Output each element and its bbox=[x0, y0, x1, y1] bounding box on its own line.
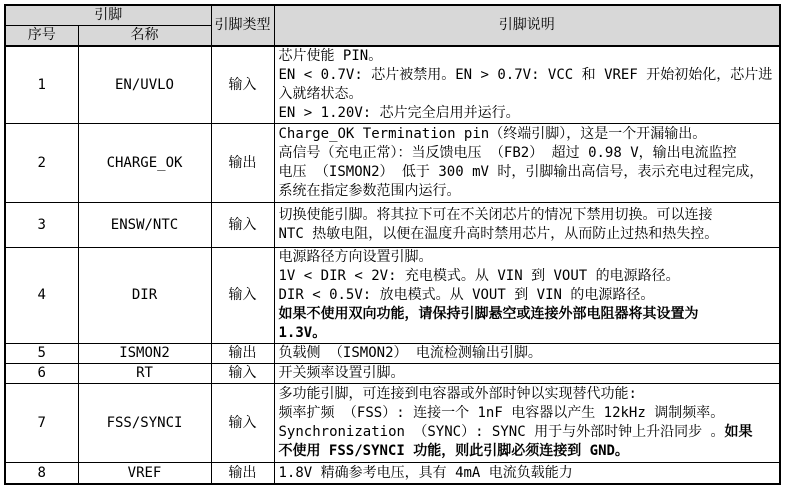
table-row bbox=[5, 203, 780, 248]
pin-description: 切换使能引脚。将其拉下可在不关闭芯片的情况下禁用切换。可以连接 NTC 热敏电阻，以便在温度升高时禁用芯片，从而防止过热和热失控。 bbox=[274, 203, 780, 248]
pin-number: 2 bbox=[5, 124, 78, 203]
pin-type: 输入 bbox=[211, 384, 274, 463]
pin-description: 电源路径方向设置引脚。 1V < DIR < 2V: 充电模式。从 VIN 到 VOUT 的电源路径。 DIR < 0.5V: 放电模式。从 VOUT 到 VIN 的电源路径。 如果不使用双向功能，请保持引脚悬空或连接外部电阻器将其设置为 1.3V。 bbox=[274, 248, 780, 344]
pin-type: 输入 bbox=[211, 364, 274, 384]
pin-description: 开关频率设置引脚。 bbox=[274, 364, 780, 384]
pin-description: 多功能引脚，可连接到电容器或外部时钟以实现替代功能: 频率扩频 （FSS）: 连接一个 1nF 电容器以产生 12kHz 调制频率。 Synchronization （SYNC）: SYNC 用于与外部时钟上升沿同步 。如果 不使用 FSS/SYNCI 功能，则此引脚必须连接到 GND。 bbox=[274, 384, 780, 463]
header-name: 名称 bbox=[78, 26, 211, 47]
table-row bbox=[5, 344, 780, 364]
table-row bbox=[5, 46, 780, 124]
pin-name: CHARGE_OK bbox=[78, 124, 211, 203]
pin-type: 输入 bbox=[211, 46, 274, 124]
pin-type: 输入 bbox=[211, 203, 274, 248]
pin-number: 5 bbox=[5, 344, 78, 364]
pin-description: 1.8V 精确参考电压，具有 4mA 电流负载能力 bbox=[274, 463, 780, 485]
table-row bbox=[5, 364, 780, 384]
pin-type: 输出 bbox=[211, 463, 274, 485]
table-row bbox=[5, 248, 780, 344]
pin-name: EN/UVLO bbox=[78, 46, 211, 124]
pin-description: 负载侧 （ISMON2） 电流检测输出引脚。 bbox=[274, 344, 780, 364]
header-seq: 序号 bbox=[5, 26, 78, 47]
pin-name: DIR bbox=[78, 248, 211, 344]
pin-description: 芯片使能 PIN。 EN < 0.7V: 芯片被禁用。EN > 0.7V: VCC 和 VREF 开始初始化，芯片进 入就绪状态。 EN > 1.20V: 芯片完全启用并运行。 bbox=[274, 46, 780, 124]
pin-name: VREF bbox=[78, 463, 211, 485]
pin-description: Charge_OK Termination pin（终端引脚），这是一个开漏输出。 高信号（充电正常）：当反馈电压 （FB2） 超过 0.98 V，输出电流监控 电压 （ISMON2） 低于 300 mV 时，引脚输出高信号，表示充电过程完成， 系统在指定参数范围内运行。 bbox=[274, 124, 780, 203]
header-pin-group: 引脚 bbox=[5, 5, 211, 26]
header-pin-type: 引脚类型 bbox=[211, 5, 274, 46]
pin-type: 输出 bbox=[211, 124, 274, 203]
table-row bbox=[5, 384, 780, 463]
pin-name: ISMON2 bbox=[78, 344, 211, 364]
table-row bbox=[5, 463, 780, 485]
table-header bbox=[5, 5, 780, 46]
pin-name: FSS/SYNCI bbox=[78, 384, 211, 463]
pin-type: 输入 bbox=[211, 248, 274, 344]
pin-type: 输出 bbox=[211, 344, 274, 364]
pin-number: 4 bbox=[5, 248, 78, 344]
pin-number: 8 bbox=[5, 463, 78, 485]
header-pin-description: 引脚说明 bbox=[274, 5, 780, 46]
pin-number: 6 bbox=[5, 364, 78, 384]
pin-number: 7 bbox=[5, 384, 78, 463]
pin-name: ENSW/NTC bbox=[78, 203, 211, 248]
pin-number: 1 bbox=[5, 46, 78, 124]
pin-number: 3 bbox=[5, 203, 78, 248]
table-row bbox=[5, 124, 780, 203]
pin-description-table bbox=[4, 4, 781, 485]
pin-name: RT bbox=[78, 364, 211, 384]
